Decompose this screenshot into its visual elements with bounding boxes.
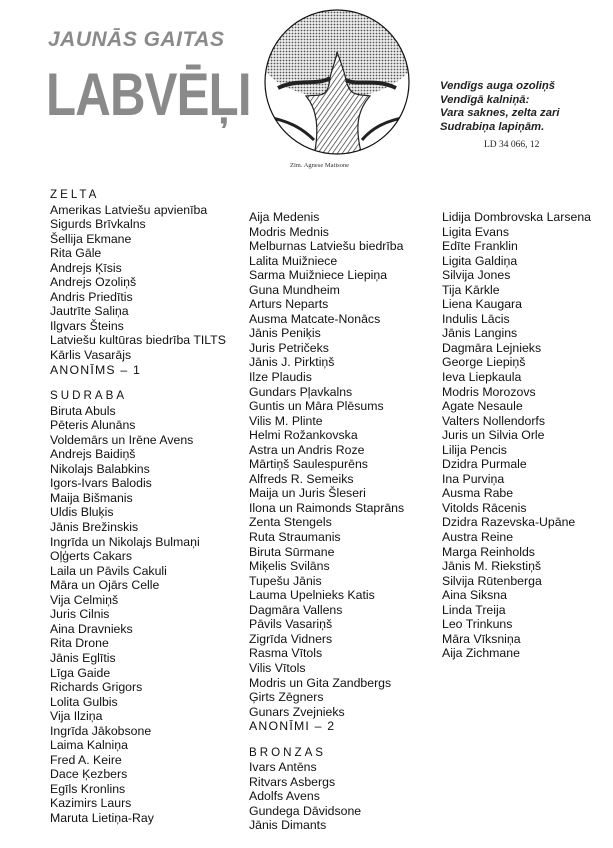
donor-name: Lidija Dombrovska Larsena [442,210,592,224]
donor-name: Ingrīda Jākobsone [50,723,152,738]
section-heading-zelta: ZELTA [50,188,100,201]
donor-name: Liena Kaugara [442,297,522,312]
donor-name: Jānis Peniķis [249,326,321,341]
donor-name: Maija un Juris Šleseri [249,486,366,501]
donor-name: Ritvars Asbergs [249,774,336,789]
donor-name: Māra Vīksniņa [442,631,521,646]
donor-name: Andris Priedītis [50,289,133,304]
donor-name: Silvija Rūtenberga [442,573,542,588]
donor-name: Dagmāra Vallens [249,602,343,617]
donor-name: Marga Reinholds [442,544,535,559]
donor-name: Adolfs Avens [249,789,320,804]
donor-name: Maija Bišmanis [50,490,133,505]
donor-name: Oļģerts Cakars [50,549,133,564]
page-title: LABVĒĻI [46,61,251,128]
donor-name: Ilgvars Šteins [50,318,124,333]
donor-name: Jānis Eglītis [50,650,116,665]
donor-name: Ausma Matcate-Nonācs [249,311,381,326]
donor-name: Linda Treija [442,602,506,617]
donor-name: Vitolds Rācenis [442,500,527,515]
donor-name: Valters Nollendorfs [442,413,545,428]
donor-name: Dace Ķezbers [50,767,128,782]
publication-name: JAUNĀS GAITAS [48,28,225,51]
anonymous-count: ANONĪMI – 2 [249,719,336,734]
donor-name: Andrejs Baidiņš [50,447,136,462]
donor-name: Ieva Liepkaula [442,370,522,385]
donor-name: Helmi Rožankovska [249,428,358,443]
donor-name: Sigurds Brīvkalns [50,217,146,232]
donor-name: Igors-Ivars Balodis [50,476,152,491]
donor-name: Vilis Vītols [249,660,306,675]
donor-name: Leo Trinkuns [442,617,513,632]
donor-name: Ivars Antēns [249,760,317,775]
donor-name: Latviešu kultūras biedrība TILTS [50,333,226,348]
donor-name: Gundars Pļavkalns [249,384,353,399]
donor-name: Ingrīda un Nikolajs Bulmaņi [50,534,200,549]
donor-name: Jānis Langins [442,326,518,341]
donor-name: Lolita Gulbis [50,694,118,709]
donor-name: Fred A. Keire [50,752,122,767]
donor-name: Ģirts Zēgners [249,690,324,705]
donor-name: Egīls Kronlins [50,781,126,796]
zelta-donor-list [50,203,226,363]
anonymous-count: ANONĪMS – 1 [50,362,142,377]
donor-name: Aija Medenis [249,210,320,224]
donor-name: Jānis Dimants [249,818,327,833]
verse-reference: LD 34 066, 12 [484,140,540,150]
donor-name: Vija Celmiņš [50,592,119,607]
donor-name: Modris Mednis [249,224,329,239]
donor-name: Jānis Brežinskis [50,520,139,535]
donor-name: Laila un Pāvils Cakuli [50,563,167,578]
donor-name: Pāvils Vasariņš [249,617,333,632]
donor-name: Edīte Franklin [442,239,518,254]
donor-name: Ina Purviņa [442,471,505,486]
donor-column-2 [249,210,404,833]
donor-name: Tupešu Jānis [249,573,322,588]
section-heading-bronzas: BRONZAS [249,745,327,759]
donor-name: Ligita Galdiņa [442,253,518,268]
verse-line: Vendīgā kalniņā: [440,93,530,106]
donor-name: Alfreds R. Semeiks [249,471,354,486]
donor-name: Juris Petričeks [249,340,329,355]
donor-name: Ilze Plaudis [249,370,312,385]
donor-name: Lauma Upelnieks Katis [249,588,375,603]
donor-name: Modris un Gita Zandbergs [249,675,392,690]
donor-name: Rita Drone [50,636,109,651]
donor-name: Ausma Rabe [442,486,514,501]
donor-name: Indulis Lācis [442,311,510,326]
donor-name: Kazimirs Laurs [50,796,132,811]
donor-name: Gundega Dāvidsone [249,803,362,818]
section-heading-sudraba: SUDRABA [50,389,128,403]
donor-name: Austra Reine [442,530,514,545]
donor-name: Dzidra Purmale [442,457,527,472]
bronzas-donor-list [249,760,404,833]
donor-name: Zenta Stengels [249,515,332,530]
verse-line: Vendīgs auga ozoliņš [440,80,556,92]
donor-name: Lilija Pencis [442,442,507,457]
verse-line: Vara saknes, zelta zari [440,107,560,119]
donor-column-1 [50,188,226,826]
donor-name: Ruta Straumanis [249,530,341,545]
donor-name: Šellija Ekmane [50,231,132,246]
donor-name: Agate Nesaule [442,399,523,414]
donor-name: Tija Kārkle [442,282,500,297]
donor-name: Rasma Vītols [249,646,323,661]
donor-name: Uldis Bluķis [50,505,114,520]
donor-name: Silvija Jones [442,268,511,283]
donor-name: Jānis J. Pirktiņš [249,355,335,370]
donor-name: Andrejs Ķīsis [50,260,122,275]
donor-name: Aina Dravnieks [50,621,133,636]
donor-name: Richards Grigors [50,680,143,695]
donor-name: Astra un Andris Roze [249,442,365,457]
donor-name: Pēteris Alunāns [50,418,136,433]
illustration-credit: Zīm. Agnese Matisone [290,162,350,169]
tree-emblem-illustration [258,8,416,156]
donor-name: Amerikas Latviešu apvienība [50,202,208,217]
donor-name: Biruta Sūrmane [249,544,335,559]
donor-name: Dagmāra Lejnieks [442,340,542,355]
donor-name: Ligita Evans [442,224,509,239]
donor-name: Andrejs Ozoliņš [50,275,137,290]
donor-name: Voldemārs un Irēne Avens [50,432,194,447]
donor-name: Maruta Lietiņa-Ray [50,810,154,825]
donor-name: Guntis un Māra Plēsums [249,399,384,414]
donor-name: Mārtiņš Saulespurēns [249,457,368,472]
donor-column-3 [442,210,591,661]
donor-name: Māra un Ojārs Celle [50,578,160,593]
donor-name: Sarma Muižniece Liepiņa [249,268,388,283]
donor-name: George Liepiņš [442,355,526,370]
donor-name: Laima Kalniņa [50,738,128,753]
sudraba-donor-list-1 [50,404,226,826]
donor-name: Lalita Muižniece [249,253,338,268]
donor-name: Rita Gāle [50,246,102,261]
verse-line: Sudrabiņa lapiņām. [440,120,545,133]
sudraba-donor-list-2 [249,210,404,719]
donor-name: Jautrīte Saliņa [50,304,129,319]
donor-name: Juris un Silvia Orle [442,428,545,443]
donor-name: Juris Cilnis [50,607,110,622]
donor-name: Arturs Neparts [249,297,329,312]
donor-name: Kārlis Vasarājs [50,348,132,363]
donor-name: Melburnas Latviešu biedrība [249,239,404,254]
donor-name: Aija Zichmane [442,646,520,661]
masthead [48,28,258,129]
donor-name: Zigrīda Vidners [249,631,333,646]
sudraba-donor-list-3 [442,210,591,661]
epigraph-verse [440,80,610,134]
donor-name: Aina Siksna [442,588,507,603]
donor-name: Nikolajs Balabkins [50,461,150,476]
donor-name: Guna Mundheim [249,282,340,297]
donor-name: Modris Morozovs [442,384,536,399]
donor-name: Ilona un Raimonds Staprāns [249,500,405,515]
donor-name: Līga Gaide [50,665,111,680]
donor-name: Vija Ilziņa [50,709,103,724]
donor-name: Jānis M. Riekstiņš [442,559,542,574]
donor-name: Miķelis Svilāns [249,559,330,574]
donor-name: Gunars Zvejnieks [249,704,345,719]
donor-name: Dzidra Razevska-Upāne [442,515,576,530]
donor-name: Biruta Abuls [50,403,116,418]
donor-name: Vilis M. Plinte [249,413,323,428]
